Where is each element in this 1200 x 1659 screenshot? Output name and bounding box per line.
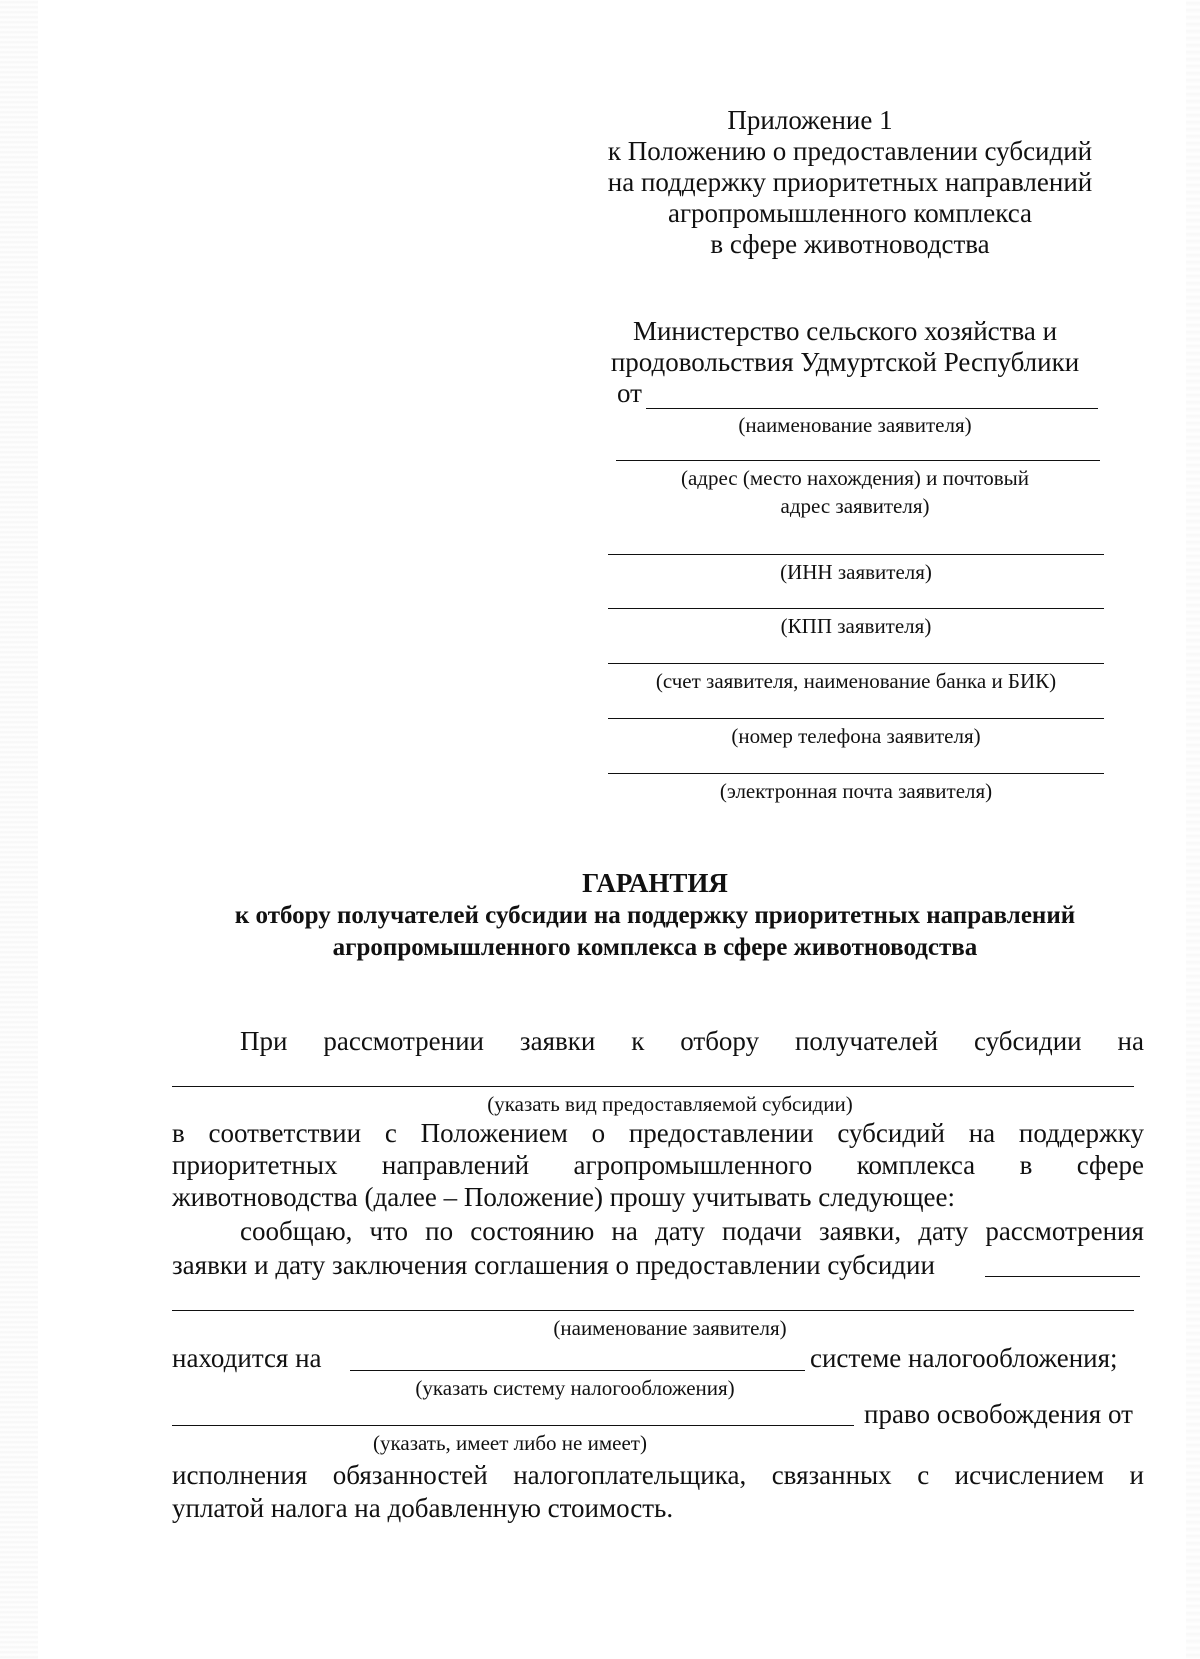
word: в xyxy=(1019,1150,1033,1180)
applicant-name-field[interactable] xyxy=(646,408,1098,409)
exemption-field[interactable] xyxy=(172,1425,854,1426)
field-hint: адрес заявителя) xyxy=(780,494,930,518)
word: с xyxy=(384,1118,397,1148)
appendix-line: к Положению о предоставлении субсидий xyxy=(607,136,1093,166)
field-hint: (номер телефона заявителя) xyxy=(731,724,981,748)
word: соответствии xyxy=(208,1118,362,1148)
paragraph-line xyxy=(240,1216,1144,1247)
word: получателей xyxy=(794,1026,939,1056)
word: о xyxy=(591,1118,606,1148)
word: агропромышленного xyxy=(573,1150,813,1180)
paragraph-line: животноводства (далее – Положение) прошу учитывать следующее: xyxy=(172,1182,955,1212)
word: что xyxy=(369,1216,409,1246)
applicant-email-field[interactable] xyxy=(608,773,1104,774)
appendix-number: Приложение 1 xyxy=(727,105,893,135)
word: с xyxy=(917,1460,930,1490)
word: направлений xyxy=(381,1150,530,1180)
word: рассмотрения xyxy=(985,1216,1144,1246)
word: исполнения xyxy=(172,1460,308,1490)
word: дату xyxy=(654,1216,705,1246)
applicant-kpp-field[interactable] xyxy=(608,608,1104,609)
field-hint: (адрес (место нахождения) и почтовый xyxy=(680,466,1030,490)
paragraph-line: уплатой налога на добавленную стоимость. xyxy=(172,1493,674,1523)
word: обязанностей xyxy=(332,1460,488,1490)
word: связанных xyxy=(771,1460,892,1490)
word: заявки xyxy=(519,1026,596,1056)
paragraph-line xyxy=(172,1118,1144,1149)
word: налогоплательщика, xyxy=(513,1460,747,1490)
scan-edge-right xyxy=(1186,0,1200,1659)
appendix-line: на поддержку приоритетных направлений xyxy=(607,167,1093,197)
word: поддержку xyxy=(1018,1118,1144,1148)
field-hint: (КПП заявителя) xyxy=(780,614,932,638)
field-hint: (указать вид предоставляемой субсидии) xyxy=(487,1092,853,1116)
field-hint: (наименование заявителя) xyxy=(738,413,972,437)
word: исчислением xyxy=(954,1460,1105,1490)
title-heading: ГАРАНТИЯ xyxy=(582,868,728,898)
word: При xyxy=(240,1026,288,1056)
word: в xyxy=(172,1118,185,1148)
word: на xyxy=(1117,1026,1144,1056)
ministry-line: Министерство сельского хозяйства и xyxy=(632,316,1058,346)
word: субсидии xyxy=(974,1026,1082,1056)
subsidy-type-field[interactable] xyxy=(172,1086,1134,1087)
word: предоставлении xyxy=(628,1118,814,1148)
applicant-address-field[interactable] xyxy=(616,460,1100,461)
located-on-label: находится на xyxy=(172,1343,322,1373)
word: комплекса xyxy=(856,1150,976,1180)
field-hint: (счет заявителя, наименование банка и БИК) xyxy=(655,669,1057,693)
word: Положением xyxy=(420,1118,568,1148)
applicant-name-line-field[interactable] xyxy=(172,1310,1134,1311)
appendix-line: в сфере животноводства xyxy=(710,229,990,259)
paragraph-line xyxy=(240,1026,1144,1057)
tax-system-tail: системе налогообложения; xyxy=(810,1343,1118,1373)
applicant-name-inline-field[interactable] xyxy=(985,1276,1140,1277)
field-hint: (указать, имеет либо не имеет) xyxy=(373,1431,647,1455)
word: состоянию xyxy=(470,1216,595,1246)
exemption-tail: право освобождения от xyxy=(864,1399,1133,1429)
word: дату xyxy=(918,1216,969,1246)
applicant-phone-field[interactable] xyxy=(608,718,1104,719)
word: рассмотрении xyxy=(323,1026,485,1056)
tax-system-field[interactable] xyxy=(350,1370,805,1371)
title-subtitle: к отбору получателей субсидии на поддержку приоритетных направлений xyxy=(234,902,1076,929)
paragraph-line xyxy=(172,1460,1144,1491)
word: отбору xyxy=(680,1026,760,1056)
field-hint: (ИНН заявителя) xyxy=(780,560,932,584)
applicant-bank-field[interactable] xyxy=(608,663,1104,664)
word: сфере xyxy=(1076,1150,1144,1180)
applicant-inn-field[interactable] xyxy=(608,554,1104,555)
field-hint: (наименование заявителя) xyxy=(553,1316,787,1340)
word: сообщаю, xyxy=(240,1216,353,1246)
from-label: от xyxy=(617,378,642,408)
title-subtitle: агропромышленного комплекса в сфере животноводства xyxy=(332,934,978,961)
word: на xyxy=(968,1118,996,1148)
field-hint: (электронная почта заявителя) xyxy=(719,779,993,803)
word: приоритетных xyxy=(172,1150,338,1180)
word: на xyxy=(611,1216,638,1246)
scan-edge-left xyxy=(0,0,38,1659)
word: по xyxy=(425,1216,454,1246)
word: к xyxy=(631,1026,645,1056)
word: и xyxy=(1129,1460,1144,1490)
field-hint: (указать систему налогообложения) xyxy=(415,1376,735,1400)
paragraph-line xyxy=(172,1150,1144,1181)
ministry-line: продовольствия Удмуртской Республики xyxy=(610,347,1080,377)
paragraph-line: заявки и дату заключения соглашения о предоставлении субсидии xyxy=(172,1250,935,1280)
appendix-line: агропромышленного комплекса xyxy=(668,198,1032,228)
word: субсидий xyxy=(837,1118,945,1148)
word: заявки, xyxy=(818,1216,902,1246)
word: подачи xyxy=(722,1216,802,1246)
